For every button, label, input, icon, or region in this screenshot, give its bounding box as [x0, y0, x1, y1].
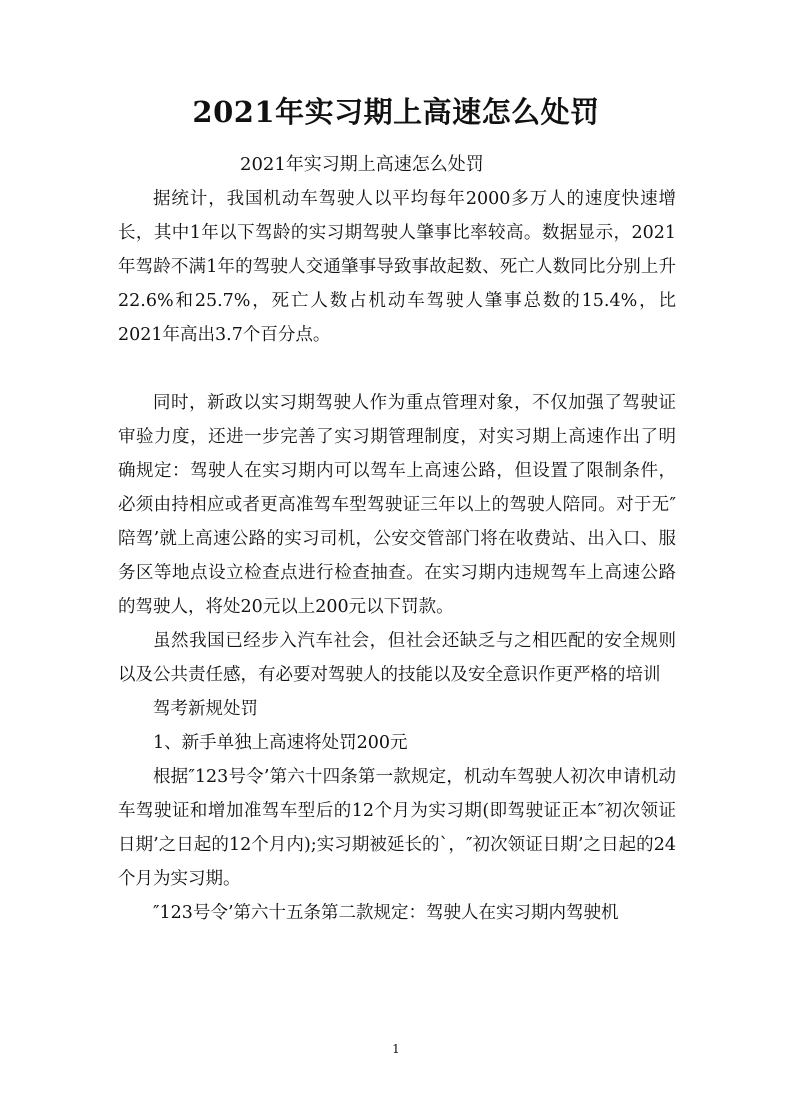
page-number: 1: [392, 1042, 400, 1056]
document-subtitle: 2021年实习期上高速怎么处罚: [240, 154, 484, 175]
document-title: 2021年实习期上高速怎么处罚: [192, 95, 600, 129]
paragraph-article-65: ″123号令’第六十五条第二款规定：驾驶人在实习期内驾驶机: [153, 903, 619, 923]
paragraph-article-64: 根据″123号令’第六十四条第一款规定，机动车驾驶人初次申请机动车驾驶证和增加准驾车型后的12个月为实习期(即驾驶证正本″初次领证日期’之日起的12个月内);实习期被延长的`，″初次领证日期’之日起的24个月为实习期。: [118, 767, 676, 889]
section-heading-penalties: 驾考新规处罚: [153, 699, 258, 719]
paragraph-safety-awareness: 虽然我国已经步入汽车社会，但社会还缺乏与之相匹配的安全规则以及公共责任感，有必要对驾驶人的技能以及安全意识作更严格的培训: [118, 631, 676, 685]
paragraph-statistics: 据统计，我国机动车驾驶人以平均每年2000多万人的速度快速增长，其中1年以下驾龄的实习期驾驶人肇事比率较高。数据显示，2021年驾龄不满1年的驾驶人交通肇事导致事故起数、死亡人数同比分别上升22.6%和25.7%，死亡人数占机动车驾驶人肇事总数的15.4%，比2021年高出3.7个百分点。: [118, 189, 676, 345]
document-body: [118, 182, 676, 930]
list-item-penalty-1: 1、新手单独上高速将处罚200元: [153, 733, 408, 753]
paragraph-new-policy: 同时，新政以实习期驾驶人作为重点管理对象，不仅加强了驾驶证审验力度，还进一步完善了实习期管理制度，对实习期上高速作出了明确规定：驾驶人在实习期内可以驾车上高速公路，但设置了限制条件，必须由持相应或者更高准驾车型驾驶证三年以上的驾驶人陪同。对于无″陪驾’就上高速公路的实习司机，公安交管部门将在收费站、出入口、服务区等地点设立检查点进行检查抽查。在实习期内违规驾车上高速公路的驾驶人，将处20元以上200元以下罚款。: [118, 393, 676, 617]
